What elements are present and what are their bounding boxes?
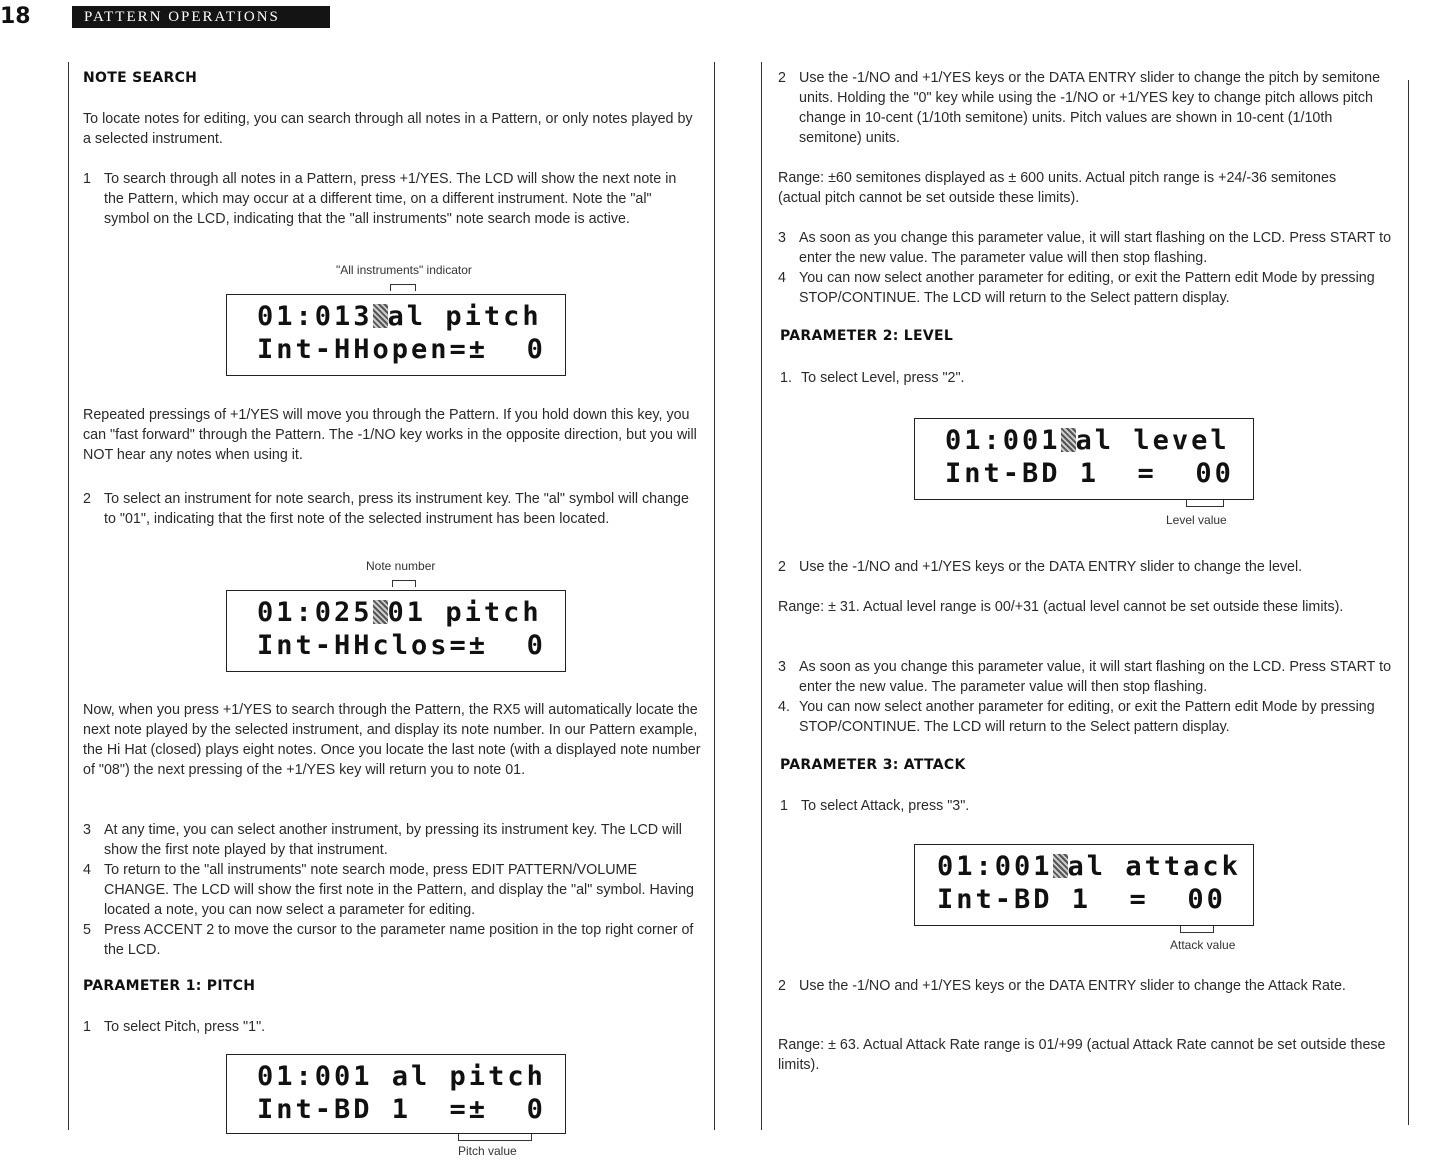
step-number: 2 bbox=[778, 978, 786, 994]
lcd-line2: Int-BD 1 = 00 bbox=[937, 884, 1226, 915]
step-text: You can now select another parameter for editing, or exit the Pattern edit Mode by pressing STOP/CONTINUE. The LCD will return to the Select pattern display. bbox=[799, 699, 1375, 735]
lcd-line1-left: 01:025 bbox=[257, 597, 373, 628]
pitch-range bbox=[778, 168, 1378, 208]
lcd-line1-left: 01:001 bbox=[945, 425, 1061, 456]
section-header: PATTERN OPERATIONS bbox=[72, 6, 330, 28]
step-number: 5 bbox=[83, 922, 91, 938]
attack-heading: PARAMETER 3: ATTACK bbox=[780, 757, 966, 773]
lcd-display-attack bbox=[914, 844, 1254, 926]
step-text: To search through all notes in a Pattern, press +1/YES. The LCD will show the next note in the Pattern, which may occur at a different time, on a different instrument. Note the "al" symbol on the LCD, indicating that the "all instruments" note search mode is active. bbox=[104, 171, 677, 227]
step-text: As soon as you change this parameter value, it will start flashing on the LCD. Press START to enter the new value. The parameter value will then stop flashing. bbox=[799, 230, 1392, 266]
range-text: Range: ± 31. Actual level range is 00/+31 (actual level cannot be set outside these limits). bbox=[778, 599, 1344, 615]
lcd-line1-left: 01:013 bbox=[257, 301, 373, 332]
lcd-cursor-block bbox=[373, 600, 388, 624]
step-number: 1 bbox=[83, 171, 91, 187]
step-number: 4. bbox=[778, 699, 790, 715]
step-text: To select Attack, press "3". bbox=[801, 798, 970, 814]
step-text: You can now select another parameter for editing, or exit the Pattern edit Mode by pressing STOP/CONTINUE. The LCD will return to the Select pattern display. bbox=[799, 270, 1375, 306]
lcd-cursor-block bbox=[1061, 428, 1076, 452]
step-number: 4 bbox=[778, 270, 786, 286]
left-column-rule bbox=[68, 62, 69, 1130]
step-number: 3 bbox=[83, 822, 91, 838]
lcd-line1-right: al attack bbox=[1067, 851, 1241, 882]
lcd-display-level bbox=[914, 418, 1254, 500]
pitch-value-caption: Pitch value bbox=[458, 1144, 517, 1158]
lcd-line1-right: 01 pitch bbox=[387, 597, 542, 628]
step-text: To select Level, press "2". bbox=[801, 370, 965, 386]
lcd1-caption-bracket bbox=[390, 284, 416, 291]
level-heading: PARAMETER 2: LEVEL bbox=[780, 328, 954, 344]
range-text: Range: ± 63. Actual Attack Rate range is 01/+99 (actual Attack Rate cannot be set outside these limits). bbox=[778, 1037, 1386, 1073]
pitch-value-bracket bbox=[458, 1134, 532, 1141]
lcd-display-all-instruments bbox=[226, 294, 566, 376]
step-number: 2 bbox=[778, 559, 786, 575]
step-number: 2 bbox=[778, 70, 786, 86]
step-text: To select Pitch, press "1". bbox=[104, 1019, 266, 1035]
step-number: 1. bbox=[780, 370, 792, 386]
lcd-cursor-block bbox=[1053, 854, 1068, 878]
lcd-line1-right: al level bbox=[1075, 425, 1230, 456]
right-column-rule bbox=[1408, 80, 1409, 1125]
lcd-line1-right: al pitch bbox=[387, 301, 542, 332]
now-text: Now, when you press +1/YES to search through the Pattern, the RX5 will automatically locate the next note played by the selected instrument, and display its note number. In our Pattern example, the Hi Hat (closed) plays eight notes. Once you locate the last note (with a displayed note number of "08") the next pressing of the +1/YES key will return you to note 01. bbox=[83, 702, 701, 778]
attack-value-caption: Attack value bbox=[1170, 938, 1236, 952]
step-number: 3 bbox=[778, 659, 786, 675]
step-text: To return to the "all instruments" note search mode, press EDIT PATTERN/VOLUME CHANGE. The LCD will show the first note in the Pattern, and display the "al" symbol. Having located a note, you can now select a parameter for editing. bbox=[104, 862, 694, 918]
lcd-display-pitch bbox=[226, 1054, 566, 1134]
repeat-text: Repeated pressings of +1/YES will move you through the Pattern. If you hold down this key, you can "fast forward" through the Pattern. The -1/NO key works in the opposite direction, but you will NOT hear any notes when using it. bbox=[83, 407, 697, 463]
lcd2-caption: Note number bbox=[366, 559, 436, 573]
step-number: 3 bbox=[778, 230, 786, 246]
note-search-intro bbox=[83, 109, 695, 149]
center-rule-left bbox=[714, 62, 715, 1130]
lcd-cursor-block bbox=[373, 304, 388, 328]
lcd2-caption-bracket bbox=[392, 580, 416, 587]
step-text: Press ACCENT 2 to move the cursor to the parameter name position in the top right corner of the LCD. bbox=[104, 922, 694, 958]
page-number: 18 bbox=[0, 4, 31, 29]
lcd-line1-left: 01:001 bbox=[937, 851, 1053, 882]
pitch-heading: PARAMETER 1: PITCH bbox=[83, 978, 256, 994]
intro-text: To locate notes for editing, you can search through all notes in a Pattern, or only notes played by a selected instrument. bbox=[83, 111, 693, 147]
note-search-heading: NOTE SEARCH bbox=[83, 70, 198, 86]
lcd-display-note-number bbox=[226, 590, 566, 672]
step-text: At any time, you can select another instrument, by pressing its instrument key. The LCD will show the first note played by that instrument. bbox=[104, 822, 682, 858]
center-rule-right bbox=[761, 62, 762, 1130]
repeat-paragraph bbox=[83, 405, 703, 465]
lcd-line2: Int-BD 1 =± 0 bbox=[257, 1094, 546, 1125]
step-number: 1 bbox=[83, 1019, 91, 1035]
step-text: To select an instrument for note search, press its instrument key. The "al" symbol will change to "01", indicating that the first note of the selected instrument has been located. bbox=[104, 491, 689, 527]
step-text: Use the -1/NO and +1/YES keys or the DATA ENTRY slider to change the pitch by semitone units. Holding the "0" key while using the -1/NO or +1/YES key to change pitch allows pitch change in 10-cent (1/10th semitone) units. Pitch values are shown in 10-cent (1/10th semitone) units. bbox=[799, 70, 1381, 146]
now-paragraph bbox=[83, 700, 705, 780]
attack-value-bracket bbox=[1180, 926, 1214, 933]
lcd1-caption: "All instruments" indicator bbox=[336, 263, 472, 277]
step-number: 1 bbox=[780, 798, 788, 814]
step-number: 2 bbox=[83, 491, 91, 507]
step-text: Use the -1/NO and +1/YES keys or the DATA ENTRY slider to change the level. bbox=[799, 559, 1303, 575]
attack-range bbox=[778, 1035, 1398, 1075]
lcd-line2: Int-HHopen=± 0 bbox=[257, 334, 546, 365]
step-text: Use the -1/NO and +1/YES keys or the DATA ENTRY slider to change the Attack Rate. bbox=[799, 978, 1346, 994]
lcd-line1: 01:001 al pitch bbox=[257, 1061, 546, 1092]
lcd-line2: Int-HHclos=± 0 bbox=[257, 630, 546, 661]
lcd-line2: Int-BD 1 = 00 bbox=[945, 458, 1234, 489]
range-text: Range: ±60 semitones displayed as ± 600 units. Actual pitch range is +24/-36 semitones (actual pitch cannot be set outside these limits). bbox=[778, 170, 1337, 206]
level-range bbox=[778, 597, 1398, 617]
step-number: 4 bbox=[83, 862, 91, 878]
level-value-bracket bbox=[1186, 500, 1224, 507]
step-text: As soon as you change this parameter value, it will start flashing on the LCD. Press START to enter the new value. The parameter value will then stop flashing. bbox=[799, 659, 1392, 695]
level-value-caption: Level value bbox=[1166, 513, 1227, 527]
